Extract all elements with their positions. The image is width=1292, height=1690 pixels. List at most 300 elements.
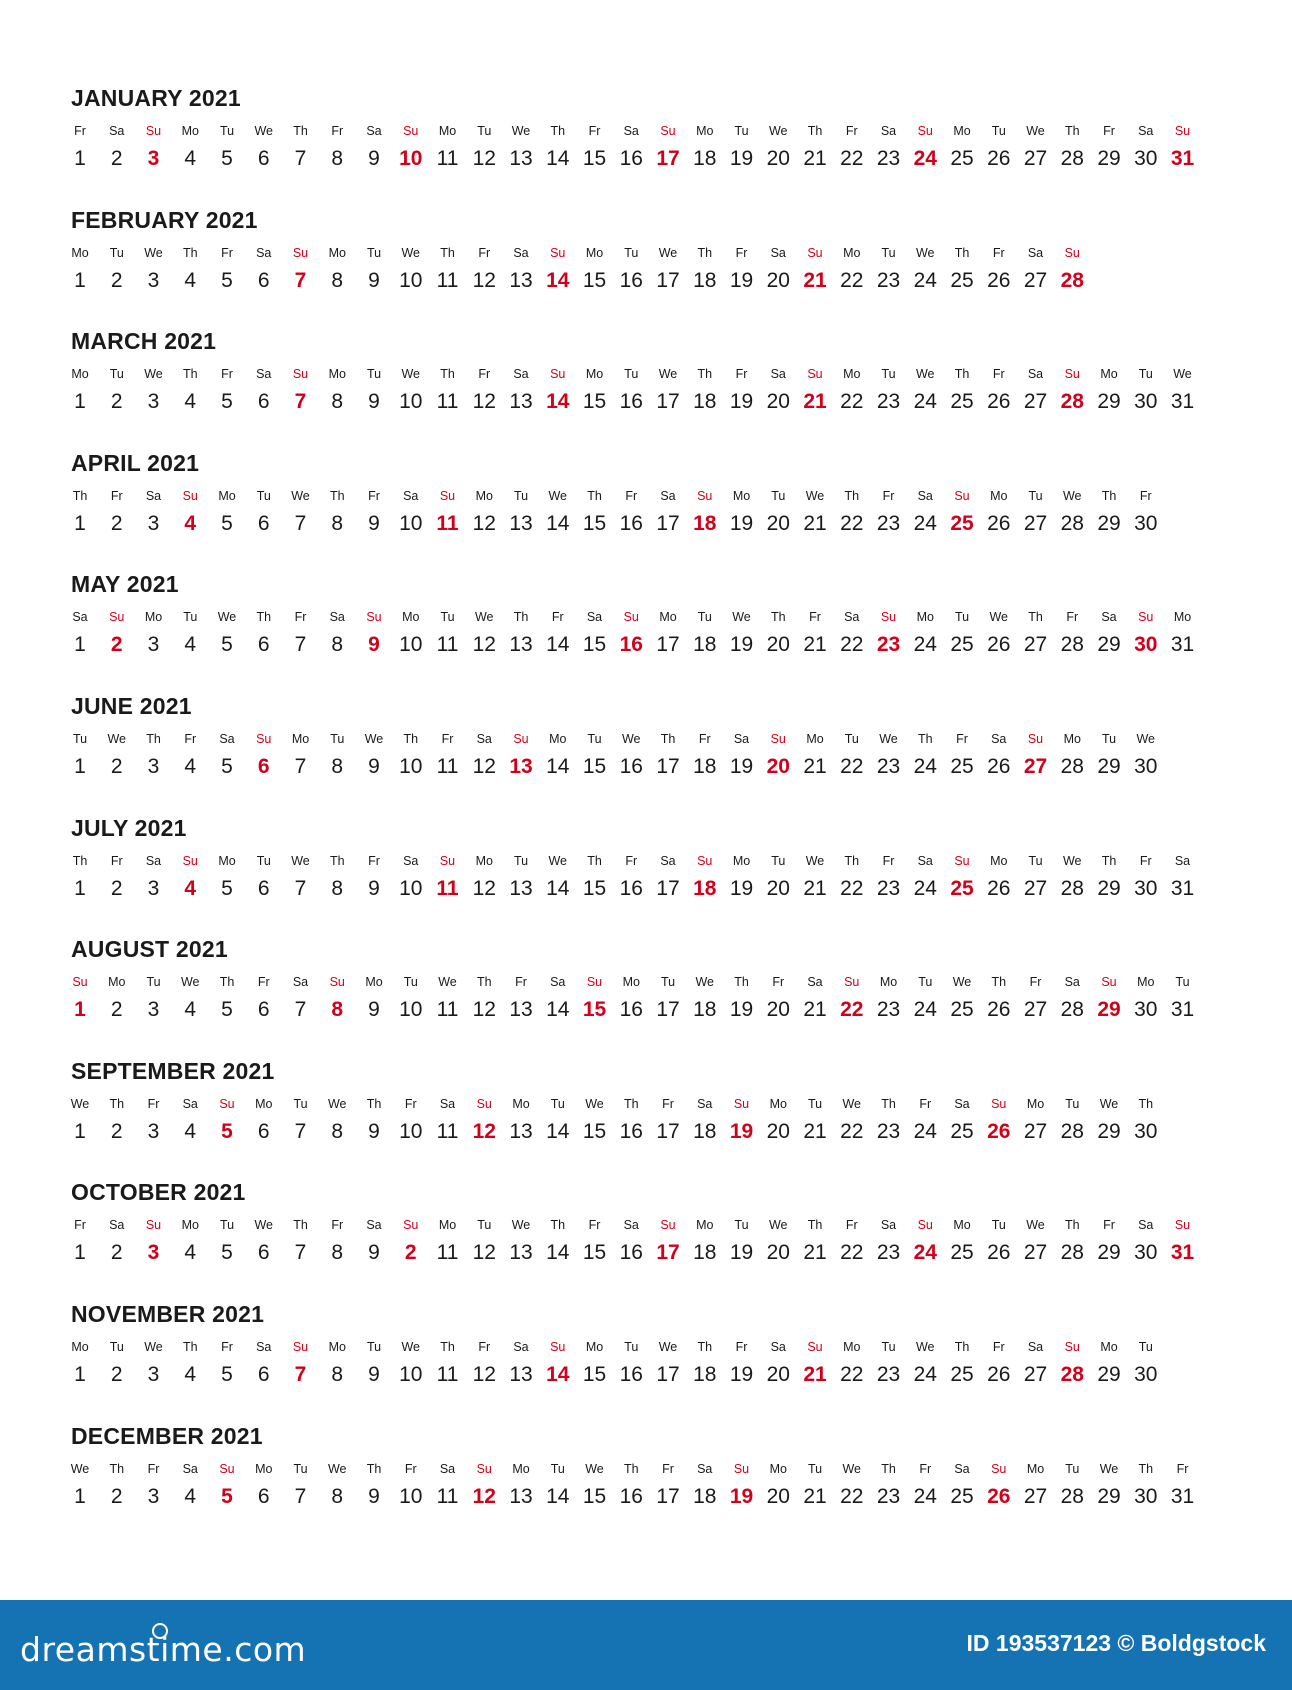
weekday-label-sunday: Su	[770, 732, 786, 746]
month-title: FEBRUARY 2021	[71, 206, 258, 233]
day-number: 21	[803, 998, 827, 1022]
weekday-label-sunday: Su	[72, 975, 88, 990]
weekday-label-sunday: Su	[660, 124, 676, 138]
day-number: 3	[147, 998, 160, 1022]
month-block	[0, 936, 1292, 1056]
month-title: OCTOBER 2021	[71, 1179, 246, 1206]
day-number: 11	[436, 1484, 459, 1508]
weekday-label: Sa	[586, 610, 603, 625]
month-title: AUGUST 2021	[71, 936, 228, 963]
day-number: 22	[840, 390, 864, 414]
weekday-label: Sa	[917, 853, 933, 868]
weekday-label: We	[915, 1340, 935, 1354]
day-number: 20	[766, 1119, 790, 1143]
day-number-sunday: 25	[950, 511, 974, 535]
day-number: 9	[368, 1241, 380, 1265]
day-number: 8	[331, 876, 344, 900]
weekday-label: Sa	[256, 1340, 272, 1354]
day-number: 15	[582, 633, 607, 657]
weekday-label: Mo	[71, 245, 89, 260]
day-number-sunday: 14	[546, 390, 570, 414]
day-number: 11	[436, 1241, 459, 1265]
weekday-label: Sa	[660, 853, 676, 868]
day-number: 23	[876, 390, 901, 414]
weekday-label: Fr	[882, 488, 895, 503]
day-number: 23	[876, 511, 901, 535]
day-number: 16	[619, 390, 643, 414]
weekday-label: Mo	[1026, 1096, 1045, 1111]
month-block	[0, 328, 1292, 448]
weekday-label: Mo	[255, 1096, 273, 1111]
day-number: 25	[950, 1363, 974, 1386]
weekday-label: Tu	[146, 975, 161, 990]
weekday-label-sunday: Su	[182, 853, 198, 868]
day-number: 22	[840, 147, 864, 170]
weekday-label: Fr	[1029, 975, 1042, 990]
day-number-sunday: 21	[803, 268, 827, 292]
day-number: 6	[257, 998, 270, 1022]
day-number: 2	[110, 876, 123, 900]
day-number: 12	[472, 876, 496, 900]
day-number-sunday: 1	[74, 998, 86, 1022]
weekday-label: We	[254, 1218, 274, 1233]
weekday-label: Mo	[1026, 1461, 1045, 1476]
weekday-label-sunday: Su	[991, 1096, 1007, 1111]
weekday-label: We	[548, 853, 568, 868]
day-number: 24	[913, 633, 937, 657]
day-number: 1	[74, 268, 86, 292]
weekday-label: Fr	[221, 367, 233, 382]
weekday-label: Mo	[438, 1218, 457, 1233]
weekday-label: Tu	[72, 732, 88, 746]
day-number: 3	[147, 1363, 160, 1386]
day-number: 11	[436, 1363, 459, 1386]
weekday-label: Sa	[109, 124, 125, 138]
weekday-label: We	[511, 124, 531, 138]
weekday-label-sunday: Su	[1064, 245, 1080, 260]
weekday-label: Tu	[660, 975, 676, 990]
day-number: 8	[331, 1119, 344, 1143]
day-number: 29	[1097, 876, 1121, 900]
day-number: 17	[656, 633, 680, 657]
day-number: 26	[987, 268, 1011, 292]
weekday-label: Sa	[476, 732, 492, 746]
weekday-label: Th	[476, 975, 492, 990]
weekday-label: Fr	[184, 732, 197, 746]
day-number: 31	[1170, 633, 1195, 657]
day-number: 14	[546, 876, 570, 900]
weekday-label: Fr	[992, 367, 1005, 382]
day-number: 13	[509, 1241, 533, 1265]
weekday-label: Mo	[181, 124, 199, 138]
day-number: 24	[913, 1119, 937, 1143]
weekday-label-sunday: Su	[954, 488, 970, 503]
day-number: 1	[74, 1484, 86, 1508]
weekday-label: Th	[697, 1340, 713, 1354]
weekday-label: Mo	[806, 732, 824, 746]
day-number: 29	[1097, 1363, 1121, 1386]
day-number: 1	[74, 390, 86, 414]
weekday-label: Tu	[624, 245, 639, 260]
day-number: 18	[693, 390, 717, 414]
weekday-label: Mo	[1100, 367, 1118, 382]
day-number: 7	[294, 1484, 307, 1508]
weekday-label: Fr	[478, 245, 491, 260]
weekday-label: Tu	[477, 1218, 492, 1233]
day-number: 29	[1097, 511, 1121, 535]
day-number: 27	[1023, 511, 1048, 535]
weekday-label-sunday: Su	[807, 1340, 823, 1354]
weekday-label: Sa	[1174, 853, 1191, 868]
day-number: 30	[1134, 390, 1158, 414]
weekday-label: We	[952, 975, 972, 990]
weekday-label: Sa	[954, 1096, 970, 1111]
day-number: 27	[1023, 998, 1048, 1022]
day-number: 6	[257, 511, 270, 535]
day-number-sunday: 31	[1170, 1241, 1195, 1265]
weekday-label: Fr	[735, 245, 748, 260]
day-number: 15	[582, 147, 607, 170]
weekday-label-sunday: Su	[991, 1461, 1007, 1476]
day-number: 12	[472, 268, 496, 292]
weekday-label: Sa	[770, 367, 786, 382]
weekday-label: Tu	[1065, 1096, 1080, 1111]
day-number-sunday: 23	[876, 633, 901, 657]
day-number: 11	[436, 147, 459, 170]
day-number: 12	[472, 633, 496, 657]
day-number: 14	[546, 1241, 570, 1265]
weekday-label-sunday: Su	[623, 610, 639, 625]
weekday-label-sunday: Su	[1064, 367, 1080, 382]
weekday-label: Sa	[513, 1340, 529, 1354]
weekday-label: We	[291, 488, 310, 503]
weekday-label: Th	[1138, 1096, 1154, 1111]
weekday-label-sunday: Su	[476, 1461, 492, 1476]
weekday-label: Th	[697, 367, 713, 382]
day-number: 14	[546, 511, 570, 535]
day-number: 27	[1023, 1484, 1048, 1508]
weekday-label: Mo	[990, 853, 1008, 868]
weekday-label: Fr	[74, 1218, 86, 1233]
day-number: 9	[368, 1484, 380, 1508]
weekday-label: Tu	[550, 1461, 565, 1476]
weekday-label: Mo	[622, 975, 640, 990]
day-number: 28	[1060, 755, 1084, 778]
day-number: 9	[368, 1363, 380, 1386]
weekday-label: We	[70, 1461, 90, 1476]
weekday-label: We	[511, 1218, 531, 1233]
day-number-sunday: 7	[294, 390, 307, 414]
day-number-sunday: 12	[472, 1484, 496, 1508]
weekday-label: Sa	[917, 488, 933, 503]
weekday-label: Fr	[331, 1218, 344, 1233]
day-number: 18	[693, 1363, 717, 1386]
day-number: 14	[546, 755, 570, 778]
weekday-label: Tu	[624, 367, 639, 382]
weekday-label: Th	[1028, 610, 1043, 625]
day-number: 23	[876, 876, 901, 900]
day-number-sunday: 28	[1060, 390, 1084, 414]
day-number: 6	[257, 1363, 270, 1386]
brand-logo: dreamstime.com	[20, 1630, 307, 1669]
weekday-label-sunday: Su	[109, 610, 125, 625]
weekday-label: Fr	[147, 1461, 160, 1476]
weekday-label: Tu	[1101, 732, 1117, 746]
day-number: 26	[987, 633, 1011, 657]
day-number: 14	[546, 1484, 570, 1508]
weekday-label: Th	[1101, 853, 1117, 868]
weekday-label: Mo	[732, 853, 751, 868]
day-number: 1	[74, 511, 86, 535]
month-title: MAY 2021	[71, 571, 179, 598]
weekday-label: We	[879, 732, 898, 746]
weekday-label: Mo	[1100, 1340, 1118, 1354]
weekday-label-sunday: Su	[439, 488, 456, 503]
day-number: 20	[766, 876, 790, 900]
weekday-label-sunday: Su	[219, 1461, 235, 1476]
day-number-sunday: 21	[803, 1363, 827, 1386]
day-number: 1	[74, 1363, 86, 1386]
day-number: 4	[184, 147, 197, 170]
weekday-label: Sa	[697, 1461, 713, 1476]
day-number: 25	[950, 998, 974, 1022]
day-number: 26	[987, 755, 1011, 778]
month-block	[0, 85, 1292, 205]
weekday-label: Mo	[71, 1340, 89, 1354]
day-number: 25	[950, 1119, 974, 1143]
month-title: NOVEMBER 2021	[71, 1301, 265, 1327]
weekday-label: Th	[587, 853, 602, 868]
weekday-label: Th	[550, 124, 566, 138]
day-number-sunday: 7	[294, 268, 307, 292]
weekday-label: Th	[844, 488, 860, 503]
weekday-label-sunday: Su	[329, 975, 345, 990]
weekday-label: Fr	[1176, 1461, 1189, 1476]
weekday-label: Th	[513, 610, 529, 625]
day-number-sunday: 26	[987, 1119, 1011, 1143]
day-number: 23	[876, 1241, 901, 1265]
weekday-label: Th	[256, 610, 272, 625]
weekday-label: Th	[440, 1340, 455, 1354]
weekday-label: Mo	[144, 610, 163, 625]
weekday-label: Sa	[329, 610, 345, 625]
day-number: 14	[546, 1119, 570, 1143]
day-number: 1	[74, 147, 86, 170]
weekday-label: Tu	[366, 367, 382, 382]
weekday-label: Th	[293, 124, 308, 138]
weekday-label-sunday: Su	[292, 245, 309, 260]
weekday-label: Tu	[881, 245, 896, 260]
day-number: 18	[693, 755, 717, 778]
day-number: 8	[331, 755, 344, 778]
day-number: 15	[582, 1363, 607, 1386]
day-number: 12	[472, 511, 496, 535]
weekday-label: Fr	[735, 367, 748, 382]
day-number: 20	[766, 1241, 790, 1265]
weekday-label: Sa	[256, 367, 272, 382]
day-number: 15	[582, 268, 607, 292]
day-number: 2	[110, 1363, 123, 1386]
weekday-label: Th	[807, 1218, 823, 1233]
day-number: 19	[729, 390, 754, 414]
day-number: 12	[472, 998, 496, 1022]
weekday-label-sunday: Su	[880, 610, 897, 625]
day-number: 11	[436, 633, 459, 657]
day-number: 20	[766, 1484, 790, 1508]
day-number-sunday: 19	[729, 1484, 754, 1508]
weekday-label: We	[401, 245, 421, 260]
weekday-label: Sa	[109, 1218, 125, 1233]
day-number: 6	[257, 633, 270, 657]
weekday-label: Th	[329, 488, 345, 503]
day-number: 9	[368, 147, 380, 170]
day-number: 3	[147, 876, 160, 900]
weekday-label: We	[401, 1340, 421, 1354]
footer-bar	[0, 1600, 1292, 1690]
day-number-sunday: 10	[399, 147, 423, 170]
weekday-label: Sa	[513, 245, 529, 260]
weekday-label: Fr	[735, 1340, 748, 1354]
day-number: 30	[1134, 755, 1158, 778]
day-number: 12	[472, 755, 496, 778]
weekday-label: We	[254, 124, 274, 138]
day-number: 16	[619, 147, 643, 170]
day-number: 3	[147, 1119, 160, 1143]
day-number: 20	[766, 268, 790, 292]
day-number: 9	[368, 1119, 380, 1143]
day-number: 17	[656, 998, 680, 1022]
weekday-label: We	[585, 1461, 604, 1476]
weekday-label: Sa	[1101, 610, 1117, 625]
day-number: 27	[1023, 876, 1048, 900]
day-number: 9	[368, 876, 380, 900]
day-number: 31	[1170, 1484, 1195, 1508]
day-number: 22	[840, 1484, 864, 1508]
day-number: 13	[509, 268, 533, 292]
day-number: 6	[257, 1119, 270, 1143]
day-number: 30	[1134, 147, 1158, 170]
day-number: 13	[509, 633, 533, 657]
weekday-label: We	[144, 245, 163, 260]
day-number: 28	[1060, 1119, 1084, 1143]
day-number: 5	[221, 390, 233, 414]
day-number: 2	[110, 390, 123, 414]
day-number: 10	[399, 998, 423, 1022]
weekday-label: Th	[219, 975, 235, 990]
day-number-sunday: 14	[546, 1363, 570, 1386]
day-number: 19	[729, 1363, 754, 1386]
weekday-label: Fr	[992, 1340, 1005, 1354]
day-number: 13	[509, 390, 533, 414]
day-number-sunday: 28	[1060, 268, 1084, 292]
day-number: 23	[876, 755, 901, 778]
weekday-label: Fr	[1103, 124, 1115, 138]
day-number-sunday: 27	[1023, 755, 1048, 778]
day-number: 26	[987, 998, 1011, 1022]
day-number-sunday: 12	[472, 1119, 496, 1143]
day-number-sunday: 11	[436, 511, 459, 535]
weekday-label: Fr	[772, 975, 785, 990]
day-number: 12	[472, 1241, 496, 1265]
weekday-label: Th	[697, 245, 713, 260]
weekday-label: Mo	[402, 610, 420, 625]
day-number: 4	[184, 1363, 197, 1386]
day-number: 9	[368, 998, 380, 1022]
weekday-label: We	[621, 732, 641, 746]
day-number: 19	[729, 755, 754, 778]
day-number: 22	[840, 755, 864, 778]
weekday-label: Sa	[1027, 1340, 1044, 1354]
day-number: 8	[331, 147, 344, 170]
weekday-label: Th	[954, 1340, 970, 1354]
day-number: 10	[399, 390, 423, 414]
day-number: 5	[221, 1363, 233, 1386]
weekday-label: We	[474, 610, 494, 625]
weekday-label-sunday: Su	[403, 124, 419, 138]
day-number: 11	[436, 755, 459, 778]
weekday-label: Mo	[328, 1340, 346, 1354]
weekday-label: Fr	[368, 488, 380, 503]
day-number: 7	[294, 755, 307, 778]
month-block	[0, 571, 1292, 691]
weekday-label-sunday: Su	[256, 732, 272, 746]
day-number: 10	[399, 1484, 423, 1508]
day-number: 4	[184, 1241, 197, 1265]
day-number: 16	[619, 1241, 643, 1265]
weekday-label: Tu	[109, 1340, 124, 1354]
weekday-label: Th	[1138, 1461, 1154, 1476]
day-number: 25	[950, 755, 974, 778]
day-number: 5	[221, 633, 233, 657]
day-number: 18	[693, 1241, 717, 1265]
day-number: 15	[582, 755, 607, 778]
day-number: 19	[729, 511, 754, 535]
weekday-label: Tu	[771, 488, 786, 503]
weekday-label: Mo	[218, 488, 236, 503]
day-number: 30	[1134, 1119, 1158, 1143]
day-number: 6	[257, 268, 270, 292]
weekday-label: We	[327, 1461, 347, 1476]
weekday-label: Th	[660, 732, 676, 746]
weekday-label: Sa	[880, 1218, 897, 1233]
weekday-label: Th	[1101, 488, 1117, 503]
weekday-label: Fr	[625, 488, 638, 503]
weekday-label: Tu	[1028, 488, 1043, 503]
weekday-label: Mo	[732, 488, 751, 503]
weekday-label-sunday: Su	[439, 853, 456, 868]
weekday-label: Tu	[624, 1340, 639, 1354]
day-number: 5	[221, 1241, 233, 1265]
weekday-label: Tu	[440, 610, 455, 625]
weekday-label-sunday: Su	[917, 1218, 933, 1233]
day-number: 20	[766, 147, 790, 170]
weekday-label: We	[144, 1340, 163, 1354]
day-number: 18	[693, 1484, 717, 1508]
weekday-label: Mo	[512, 1096, 530, 1111]
day-number: 4	[184, 268, 197, 292]
weekday-label-sunday: Su	[550, 1340, 566, 1354]
day-number: 5	[221, 147, 233, 170]
day-number-sunday: 17	[656, 1241, 680, 1265]
weekday-label: We	[768, 1218, 788, 1233]
day-number: 10	[399, 755, 423, 778]
day-number: 3	[147, 268, 160, 292]
weekday-label: Tu	[256, 853, 271, 868]
weekday-label: Th	[366, 1461, 382, 1476]
weekday-label: Mo	[512, 1461, 530, 1476]
day-number: 17	[656, 1363, 680, 1386]
weekday-label: Th	[881, 1461, 896, 1476]
